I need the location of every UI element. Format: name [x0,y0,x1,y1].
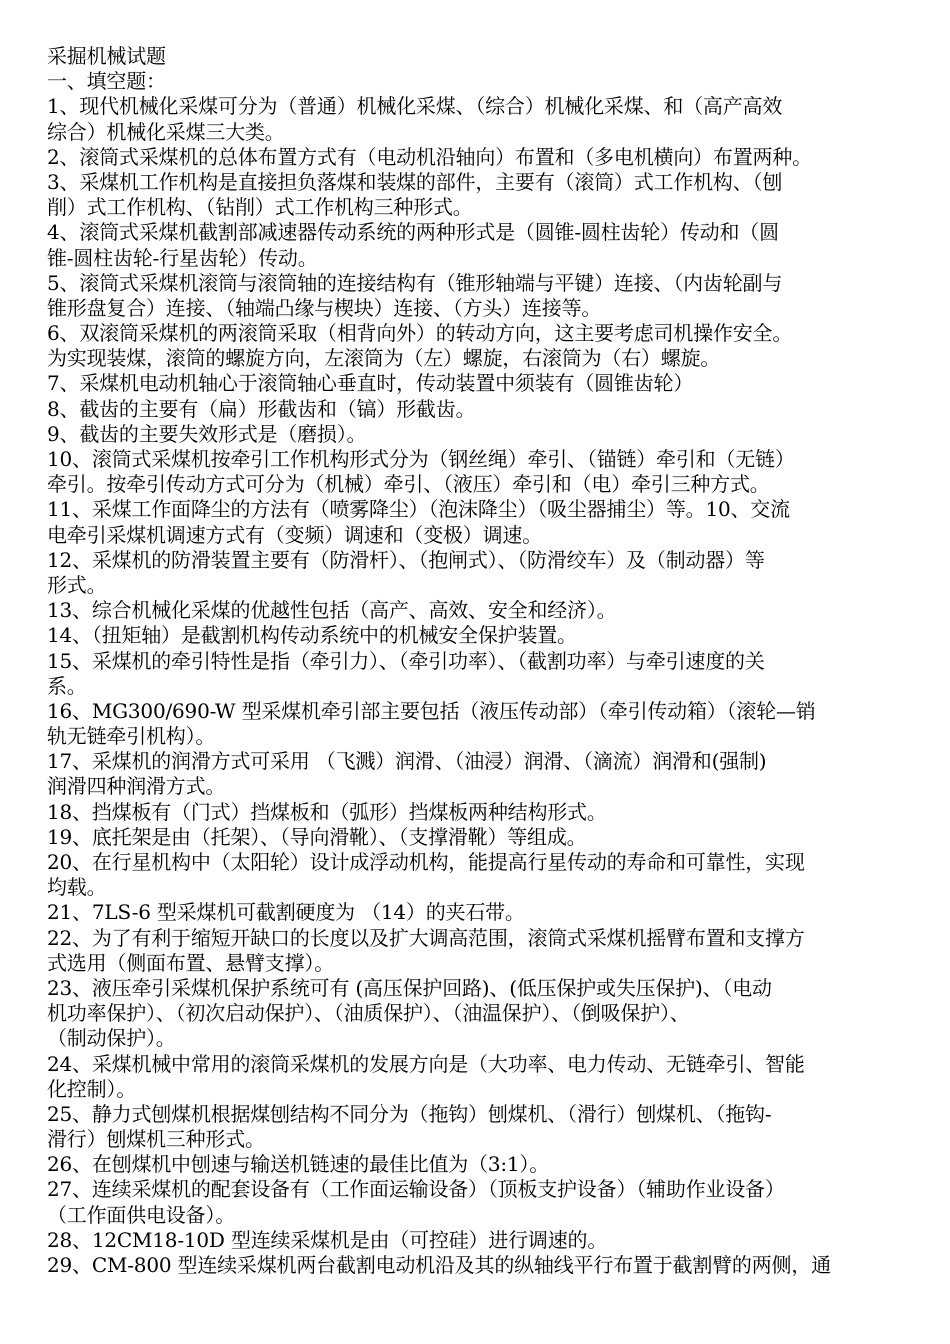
text-line: 系。 [47,673,87,698]
text-line: 27、连续采煤机的配套设备有（工作面运输设备）（顶板支护设备）（辅助作业设备） [47,1177,785,1202]
text-line: 综合）机械化采煤三大类。 [47,119,285,144]
text-line: 17、采煤机的润滑方式可采用 （飞溅）润滑、（油浸）润滑、（滴流）润滑和(强制) [47,749,767,774]
text-line: 牵引。按牵引传动方式可分为（机械）牵引、（液压）牵引和（电）牵引三种方式。 [47,472,770,497]
text-line: 15、采煤机的牵引特性是指（牵引力）、（牵引功率）、（截割功率）与牵引速度的关 [47,648,765,673]
text-line [47,1278,907,1303]
text-line: 16、MG300/690-W 型采煤机牵引部主要包括（液压传动部）（牵引传动箱）（滚轮—销 [47,698,816,723]
text-line: 锥-圆柱齿轮-行星齿轮）传动。 [47,245,318,270]
text-line: 14、（扭矩轴）是截割机构传动系统中的机械安全保护装置。 [47,623,577,648]
text-line: 23、液压牵引采煤机保护系统可有 (高压保护回路)、(低压保护或失压保护)、（电动 [47,975,772,1000]
text-line: 滑行）刨煤机三种形式。 [47,1127,265,1152]
text-line: 均载。 [47,875,107,900]
text-line: 21、7LS-6 型采煤机可截割硬度为 （14）的夹石带。 [47,900,525,925]
text-line: 电牵引采煤机调速方式有（变频）调速和（变极）调速。 [47,522,542,547]
text-line: 5、滚筒式采煤机滚筒与滚筒轴的连接结构有（锥形轴端与平键）连接、（内齿轮副与 [47,270,783,295]
text-line: 6、双滚筒采煤机的两滚筒采取（相背向外）的转动方向，这主要考虑司机操作安全。 [47,321,793,346]
text-line: 26、在刨煤机中刨速与输送机链速的最佳比值为（3:1）。 [47,1152,550,1177]
text-line: 9、截齿的主要失效形式是（磨损）。 [47,421,367,446]
text-line: 13、综合机械化采煤的优越性包括（高产、高效、安全和经济）。 [47,598,617,623]
text-line: 2、滚筒式采煤机的总体布置方式有（电动机沿轴向）布置和（多电机横向）布置两种。 [47,144,812,169]
text-line: 3、采煤机工作机构是直接担负落煤和装煤的部件，主要有（滚筒）式工作机构、（刨 [47,169,783,194]
text-line: 24、采煤机械中常用的滚筒采煤机的发展方向是（大功率、电力传动、无链牵引、智能 [47,1051,805,1076]
text-line: 25、静力式刨煤机根据煤刨结构不同分为（拖钩）刨煤机、（滑行）刨煤机、（拖钩- [47,1101,772,1126]
text-line: 削）式工作机构、（钻削）式工作机构三种形式。 [47,195,473,220]
document-title: 采掘机械试题 [47,44,166,68]
text-line: 29、CM-800 型连续采煤机两台截割电动机沿及其的纵轴线平行布置于截割臂的两侧，通 [47,1253,831,1277]
text-line: 式选用（侧面布置、悬臂支撑）。 [47,950,334,975]
text-line: 7、采煤机电动机轴心于滚筒轴心垂直时，传动装置中须装有（圆锥齿轮） [47,371,694,396]
section-heading: 一、填空题： [47,69,166,94]
text-line: 8、截齿的主要有（扁）形截齿和（镐）形截齿。 [47,396,476,421]
text-line: （工作面供电设备）。 [47,1202,235,1227]
text-line: 形式。 [47,572,107,597]
text-line: 28、12CM18-10D 型连续采煤机是由（可控硅）进行调速的。 [47,1227,608,1252]
text-line: 为实现装煤，滚筒的螺旋方向，左滚筒为（左）螺旋，右滚筒为（右）螺旋。 [47,346,721,371]
text-line: 机功率保护）、（初次启动保护）、（油质保护）、（油温保护）、（倒吸保护）、 [47,1001,690,1026]
text-line: 12、采煤机的防滑装置主要有（防滑杆）、（抱闸式）、（防滑绞车）及（制动器）等 [47,547,765,572]
text-line: 化控制）。 [47,1076,136,1101]
text-line: 11、采煤工作面降尘的方法有（喷雾降尘）（泡沫降尘）（吸尘器捕尘）等。10、交流 [47,497,790,522]
text-line: 10、滚筒式采煤机按牵引工作机构形式分为（钢丝绳）牵引、（锚链）牵引和（无链） [47,447,795,471]
text-line: 润滑四种润滑方式。 [47,774,226,799]
text-line: 1、现代机械化采煤可分为（普通）机械化采煤、（综合）机械化采煤、和（高产高效 [47,94,783,119]
document-page [47,44,907,1303]
text-line: 轨无链牵引机构）。 [47,724,216,749]
text-line: 18、挡煤板有（门式）挡煤板和（弧形）挡煤板两种结构形式。 [47,799,607,824]
text-line: 20、在行星机构中（太阳轮）设计成浮动机构，能提高行星传动的寿命和可靠性，实现 [47,850,805,874]
text-line: 4、滚筒式采煤机截割部减速器传动系统的两种形式是（圆锥-圆柱齿轮）传动和（圆 [47,220,779,245]
text-line: 22、为了有利于缩短开缺口的长度以及扩大调高范围，滚筒式采煤机摇臂布置和支撑方 [47,925,805,950]
text-line: （制动保护）。 [47,1026,176,1051]
text-line: 锥形盘复合）连接、（轴端凸缘与楔块）连接、（方头）连接等。 [47,295,602,320]
text-line: 19、底托架是由（托架）、（导向滑靴）、（支撑滑靴）等组成。 [47,824,587,849]
